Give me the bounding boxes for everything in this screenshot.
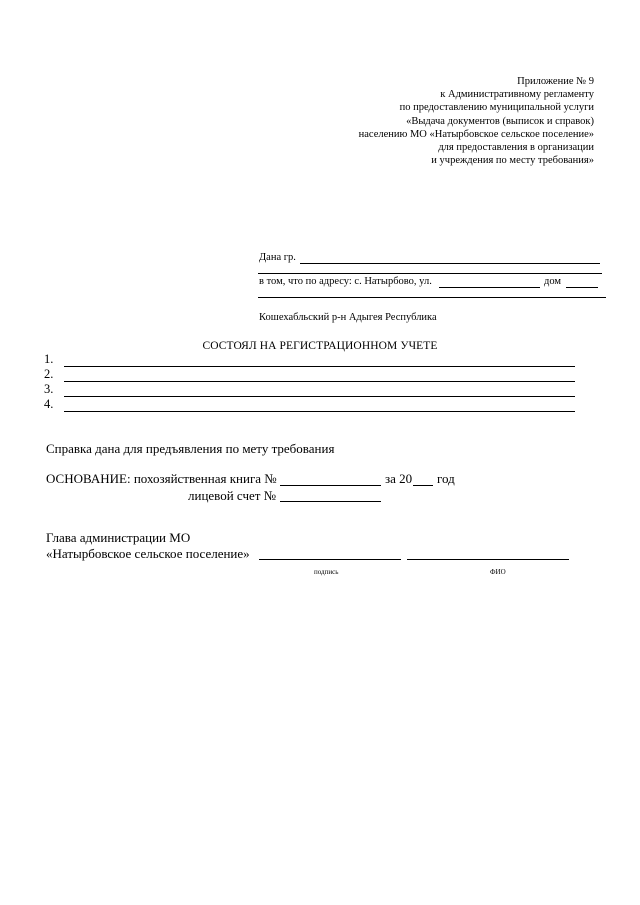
street-line[interactable] xyxy=(439,287,540,288)
house-line[interactable] xyxy=(566,287,598,288)
name-line[interactable] xyxy=(407,559,569,560)
entry-line-4[interactable] xyxy=(64,411,575,412)
issued-to-label: Дана гр. xyxy=(259,252,296,263)
appendix-header xyxy=(234,75,594,167)
account-label: лицевой счет № xyxy=(188,488,277,503)
appendix-line: для предоставления в организации xyxy=(438,142,594,154)
entry-line-1[interactable] xyxy=(64,366,575,367)
address-line-2[interactable] xyxy=(258,297,606,298)
year-label: за 20 xyxy=(385,471,413,486)
line-number: 2. xyxy=(44,367,54,381)
appendix-line: и учреждения по месту требования» xyxy=(431,155,594,167)
issued-to-line[interactable] xyxy=(300,263,600,264)
signature-caption: подпись xyxy=(314,568,339,576)
line-number: 3. xyxy=(44,382,54,396)
signature-line[interactable] xyxy=(259,559,401,560)
book-number-line[interactable] xyxy=(280,485,381,486)
line-number: 1. xyxy=(44,352,54,366)
signatory-organization: «Натырбовское сельское поселение» xyxy=(46,546,250,561)
name-caption: ФИО xyxy=(490,568,506,576)
entry-line-2[interactable] xyxy=(64,381,575,382)
address-label: в том, что по адресу: с. Натырбово, ул. xyxy=(259,276,432,287)
line-number: 4. xyxy=(44,397,54,411)
purpose-text: Справка дана для предъявления по мету требования xyxy=(46,441,335,456)
issued-to-line-2[interactable] xyxy=(258,273,602,274)
appendix-line: Приложение № 9 xyxy=(517,76,594,87)
basis-label: ОСНОВАНИЕ: похозяйственная книга № xyxy=(46,471,277,486)
region-text: Кошехабльский р-н Адыгея Республика xyxy=(259,312,437,323)
account-number-line[interactable] xyxy=(280,501,381,502)
entry-line-3[interactable] xyxy=(64,396,575,397)
appendix-line: «Выдача документов (выписок и справок) xyxy=(406,115,594,127)
signatory-title: Глава администрации МО xyxy=(46,530,191,545)
registration-heading: СОСТОЯЛ НА РЕГИСТРАЦИОННОМ УЧЕТЕ xyxy=(202,340,438,352)
appendix-line: к Административному регламенту xyxy=(440,89,594,101)
appendix-line: по предоставлению муниципальной услуги xyxy=(399,102,594,114)
appendix-line: населению МО «Натырбовское сельское поселение» xyxy=(358,128,594,140)
year-suffix: год xyxy=(437,471,455,486)
year-line[interactable] xyxy=(413,485,433,486)
house-label: дом xyxy=(544,276,562,287)
